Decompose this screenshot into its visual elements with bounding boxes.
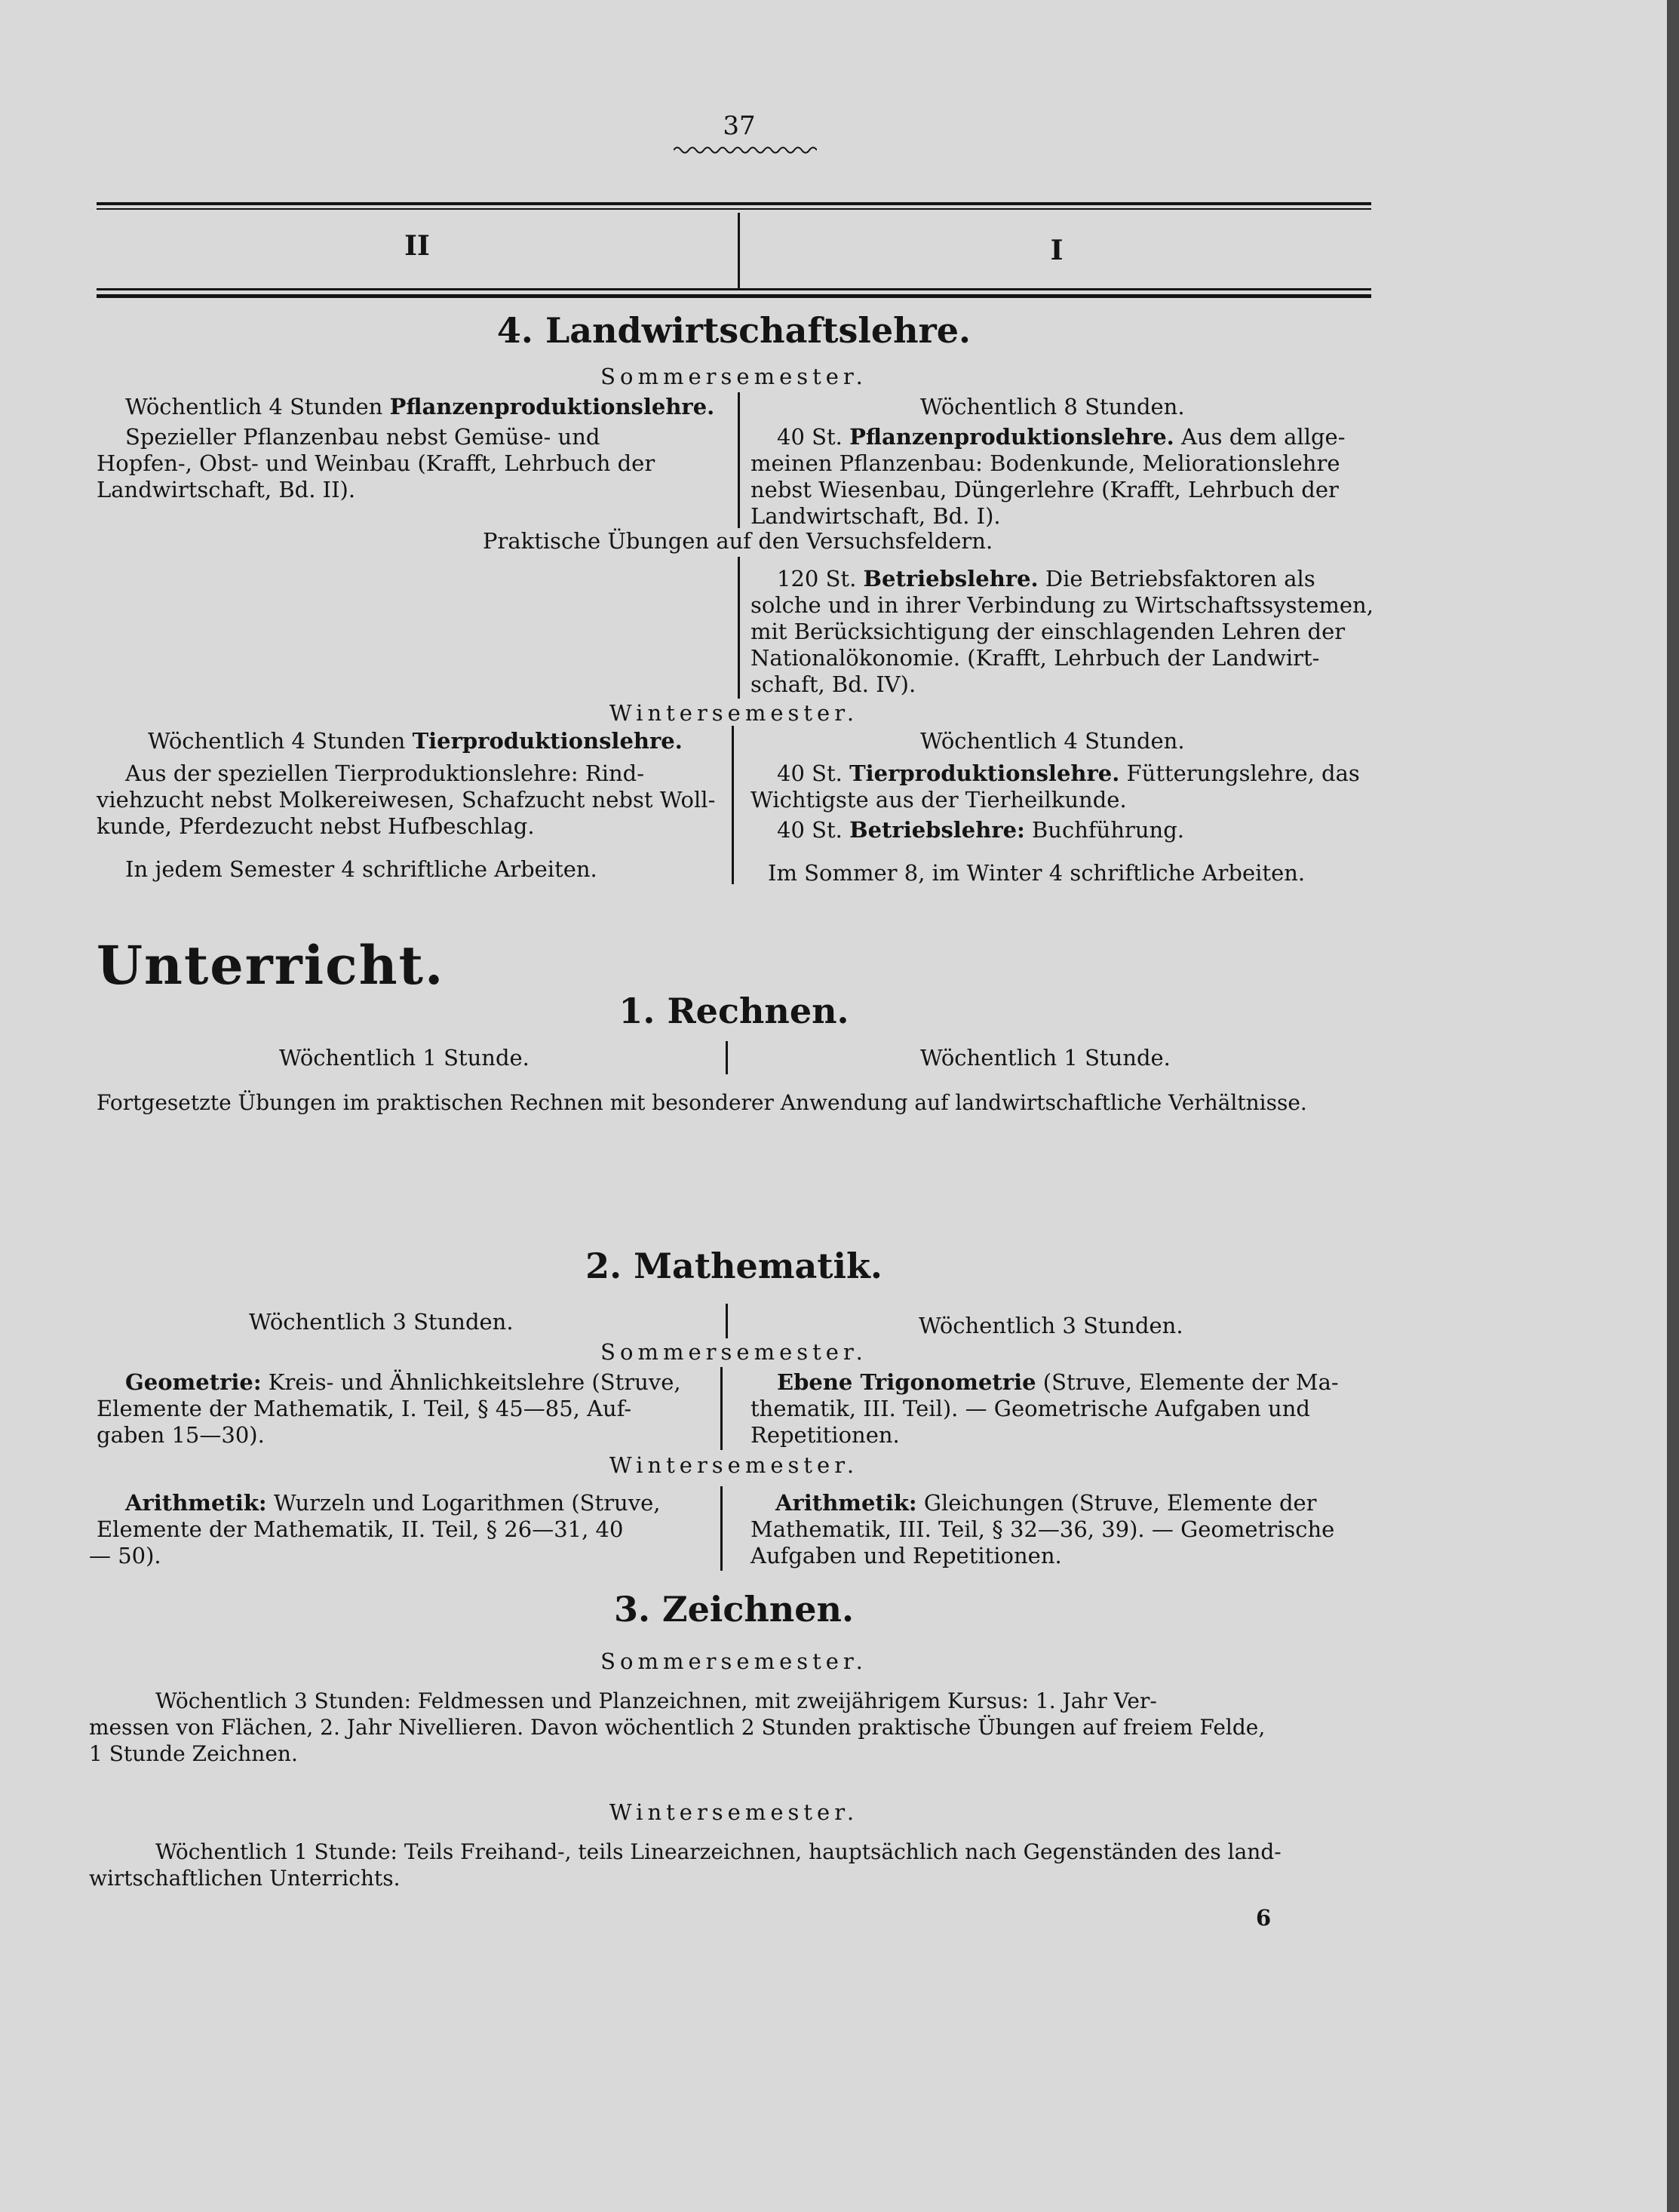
header-rule-bottom — [97, 288, 1371, 290]
text-line: Nationalökonomie. (Krafft, Lehrbuch der Landwirt- — [750, 645, 1320, 671]
section-title-unterricht: Unterricht. — [97, 934, 445, 997]
weekly-hours-left: Wöchentlich 4 Stunden Tierproduktionslehre. — [148, 728, 683, 754]
wintersemester-label: Wintersemester. — [609, 1452, 859, 1478]
section-heading-zeichnen: 3. Zeichnen. — [614, 1589, 854, 1630]
text-line: thematik, III. Teil). — Geometrische Aufgaben und — [750, 1396, 1310, 1421]
weekly-hours-right: Wöchentlich 1 Stunde. — [920, 1045, 1171, 1071]
section-heading-landwirtschaftslehre: 4. Landwirtschaftslehre. — [496, 310, 971, 351]
text-line: Hopfen-, Obst- und Weinbau (Krafft, Lehrbuch der — [97, 450, 655, 476]
header-rule-bottom-thick — [97, 294, 1371, 298]
text-line: Aufgaben und Repetitionen. — [750, 1543, 1062, 1568]
text-line: 40 St. Betriebslehre: Buchführung. — [777, 817, 1184, 843]
text-line: Elemente der Mathematik, II. Teil, § 26—31, 40 — [97, 1516, 624, 1542]
page-number: 37 — [723, 111, 756, 141]
weekly-hours-left: Wöchentlich 4 Stunden Pflanzenproduktionslehre. — [125, 394, 715, 419]
weekly-hours-right: Wöchentlich 8 Stunden. — [920, 394, 1185, 419]
text-line: Fortgesetzte Übungen im praktischen Rechnen mit besonderer Anwendung auf landwirtschaftliche Verhältnisse. — [97, 1090, 1307, 1115]
weekly-hours-left: Wöchentlich 1 Stunde. — [279, 1045, 529, 1071]
text-line: — 50). — [89, 1543, 161, 1568]
text-line: kunde, Pferdezucht nebst Hufbeschlag. — [97, 813, 535, 839]
sommersemester-label: Sommersemester. — [600, 1648, 867, 1674]
text-line: 40 St. Tierproduktionslehre. Fütterungslehre, das — [777, 760, 1360, 786]
text-line: schaft, Bd. IV). — [750, 671, 916, 697]
column-divider — [738, 557, 740, 699]
header-rule-top-thin — [97, 208, 1371, 210]
text-line: Wöchentlich 3 Stunden: Feldmessen und Planzeichnen, mit zweijährigem Kursus: 1. Jahr Ver- — [155, 1688, 1157, 1713]
column-divider — [720, 1367, 723, 1450]
text-line: Geometrie: Kreis- und Ähnlichkeitslehre (Struve, — [125, 1369, 681, 1395]
column-right-label: I — [1050, 235, 1064, 266]
text-line: 120 St. Betriebslehre. Die Betriebsfaktoren als — [777, 566, 1315, 591]
text-line: Arithmetik: Wurzeln und Logarithmen (Struve, — [125, 1490, 661, 1516]
header-rule-top — [97, 202, 1371, 205]
column-divider — [732, 726, 734, 884]
text-line: Arithmetik: Gleichungen (Struve, Elemente der — [775, 1490, 1317, 1516]
text-line: 40 St. Pflanzenproduktionslehre. Aus dem allge- — [777, 424, 1346, 450]
sommersemester-label: Sommersemester. — [600, 364, 867, 389]
text-line: Wöchentlich 1 Stunde: Teils Freihand-, teils Linearzeichnen, hauptsächlich nach Gegenständen des land- — [155, 1839, 1282, 1864]
text-line: Spezieller Pflanzenbau nebst Gemüse- und — [125, 424, 600, 450]
column-divider — [726, 1304, 728, 1338]
text-line: wirtschaftlichen Unterrichts. — [89, 1866, 401, 1891]
text-line: Repetitionen. — [750, 1422, 900, 1448]
weekly-hours-left: Wöchentlich 3 Stunden. — [249, 1309, 514, 1335]
text-line: Landwirtschaft, Bd. II). — [97, 477, 356, 502]
wintersemester-label: Wintersemester. — [609, 1799, 859, 1825]
text-line: viehzucht nebst Molkereiwesen, Schafzucht nebst Woll- — [97, 787, 716, 813]
text-line: solche und in ihrer Verbindung zu Wirtschaftssystemen, — [750, 592, 1374, 618]
text-line: Wichtigste aus der Tierheilkunde. — [750, 787, 1127, 813]
text-line: Ebene Trigonometrie (Struve, Elemente der Ma- — [777, 1369, 1339, 1395]
text-line: meinen Pflanzenbau: Bodenkunde, Meliorationslehre — [750, 450, 1340, 476]
column-divider — [726, 1041, 728, 1074]
sommersemester-label: Sommersemester. — [600, 1339, 867, 1365]
weekly-hours-right: Wöchentlich 4 Stunden. — [920, 728, 1185, 754]
section-heading-rechnen: 1. Rechnen. — [618, 991, 849, 1031]
weekly-hours-right: Wöchentlich 3 Stunden. — [919, 1313, 1183, 1338]
text-line: Mathematik, III. Teil, § 32—36, 39). — Geometrische — [750, 1516, 1335, 1542]
text-line: Aus der speziellen Tierproduktionslehre: Rind- — [125, 760, 645, 786]
scan-edge — [1667, 0, 1679, 2212]
text-line: mit Berücksichtigung der einschlagenden Lehren der — [750, 619, 1346, 644]
text-line: messen von Flächen, 2. Jahr Nivellieren. Davon wöchentlich 2 Stunden praktische Übungen auf freiem Felde, — [89, 1715, 1266, 1740]
wintersemester-label: Wintersemester. — [609, 700, 859, 726]
column-divider — [738, 392, 740, 528]
text-line: gaben 15—30). — [97, 1422, 265, 1448]
exams-note: Im Sommer 8, im Winter 4 schriftliche Arbeiten. — [768, 860, 1306, 886]
section-heading-mathematik: 2. Mathematik. — [585, 1246, 882, 1286]
column-left-label: II — [404, 230, 430, 262]
ornament-wave — [674, 145, 817, 155]
exams-note: In jedem Semester 4 schriftliche Arbeiten. — [125, 856, 597, 882]
practical-exercises: Praktische Übungen auf den Versuchsfeldern. — [483, 528, 993, 554]
text-line: 1 Stunde Zeichnen. — [89, 1741, 298, 1766]
text-line: Elemente der Mathematik, I. Teil, § 45—85, Auf- — [97, 1396, 632, 1421]
text-line: nebst Wiesenbau, Düngerlehre (Krafft, Lehrbuch der — [750, 477, 1339, 502]
signature-mark: 6 — [1256, 1905, 1272, 1931]
text-line: Landwirtschaft, Bd. I). — [750, 503, 1001, 529]
column-divider — [720, 1486, 723, 1571]
